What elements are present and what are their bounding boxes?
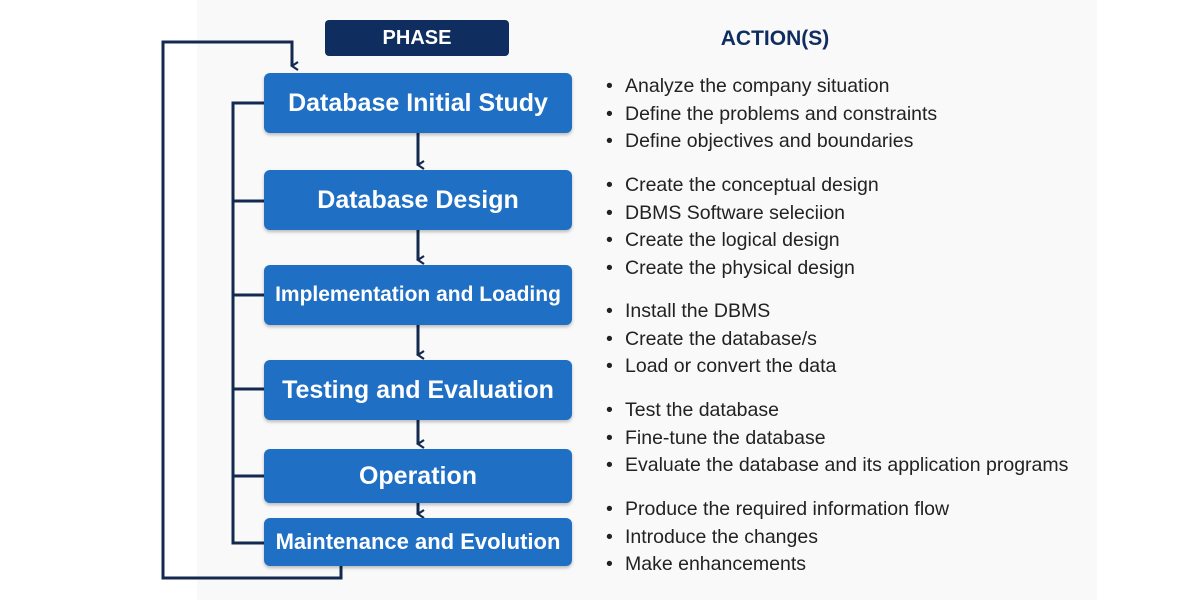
action-item: • Produce the required information flow [604, 496, 949, 524]
action-item: • Create the logical design [604, 227, 879, 255]
action-item: • Load or convert the data [604, 353, 836, 381]
phase-label: Maintenance and Evolution [275, 529, 561, 554]
action-item: • Define the problems and constraints [604, 101, 937, 129]
phase-header [325, 20, 509, 56]
action-item: • Define objectives and boundaries [604, 128, 937, 156]
action-item: • Install the DBMS [604, 298, 836, 326]
phase-label: Implementation and Loading [275, 283, 561, 306]
phase-label: Testing and Evaluation [282, 375, 554, 404]
action-item: • Introduce the changes [604, 524, 949, 552]
action-item: • Create the physical design [604, 255, 879, 283]
phase-box-design [264, 170, 572, 230]
phase-label: Database Design [317, 185, 519, 214]
phase-label: Database Initial Study [288, 88, 548, 117]
action-item: • Create the conceptual design [604, 172, 879, 200]
actions-design [604, 172, 879, 282]
phase-box-maintenance [264, 518, 572, 566]
actions-header-label: ACTION(S) [720, 27, 830, 50]
action-item: • Evaluate the database and its application programs [604, 452, 1068, 480]
phase-header-label: PHASE [382, 26, 452, 49]
action-item: • Test the database [604, 397, 1068, 425]
action-item: • Create the database/s [604, 326, 836, 354]
phase-box-operation [264, 449, 572, 503]
action-item: • DBMS Software seleciion [604, 200, 879, 228]
action-item: • Analyze the company situation [604, 73, 937, 101]
actions-implementation [604, 298, 836, 381]
actions-operation [604, 496, 949, 579]
action-item: • Fine-tune the database [604, 425, 1068, 453]
phase-label: Operation [358, 461, 478, 490]
phase-box-testing [264, 360, 572, 420]
phase-box-initial-study [264, 73, 572, 133]
phase-box-implementation [264, 265, 572, 325]
actions-initial-study [604, 73, 937, 156]
actions-testing [604, 397, 1068, 480]
actions-header [690, 24, 860, 54]
action-item: • Make enhancements [604, 551, 949, 579]
